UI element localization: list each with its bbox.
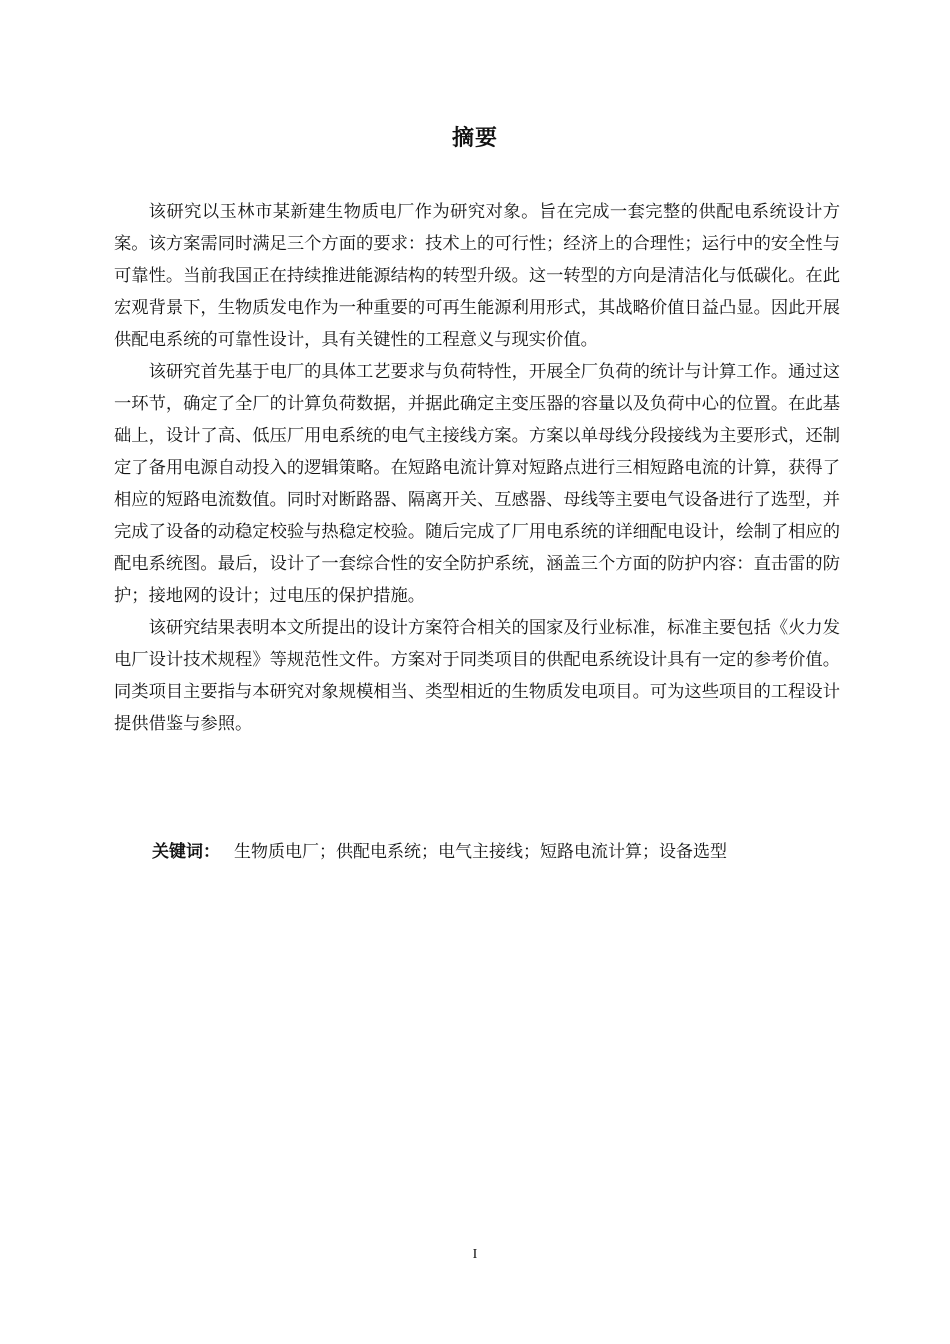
abstract-title: 摘要 (451, 126, 498, 151)
abstract-paragraph-3: 该研究结果表明本文所提出的设计方案符合相关的国家及行业标准，标准主要包括《火力发电厂设计技术规程》等规范性文件。方案对于同类项目的供配电系统设计具有一定的参考价值。同类项目主要指与本研究对象规模相当、类型相近的生物质发电项目。可为这些项目的工程设计提供借鉴与参照。 (114, 618, 840, 734)
keywords-value: 生物质电厂；供配电系统；电气主接线；短路电流计算；设备选型 (234, 842, 727, 862)
abstract-body (114, 196, 840, 740)
keywords-label: 关键词： (152, 842, 220, 862)
page-number: I (472, 1247, 478, 1262)
abstract-paragraph-2: 该研究首先基于电厂的具体工艺要求与负荷特性，开展全厂负荷的统计与计算工作。通过这一环节，确定了全厂的计算负荷数据，并据此确定主变压器的容量以及负荷中心的位置。在此基础上，设计了高、低压厂用电系统的电气主接线方案。方案以单母线分段接线为主要形式，还制定了备用电源自动投入的逻辑策略。在短路电流计算对短路点进行三相短路电流的计算，获得了相应的短路电流数值。同时对断路器、隔离开关、互感器、母线等主要电气设备进行了选型，并完成了设备的动稳定校验与热稳定校验。随后完成了厂用电系统的详细配电设计，绘制了相应的配电系统图。最后，设计了一套综合性的安全防护系统，涵盖三个方面的防护内容：直击雷的防护；接地网的设计；过电压的保护措施。 (114, 362, 840, 606)
keywords-line (152, 836, 852, 868)
abstract-paragraph-1: 该研究以玉林市某新建生物质电厂作为研究对象。旨在完成一套完整的供配电系统设计方案。该方案需同时满足三个方面的要求：技术上的可行性；经济上的合理性；运行中的安全性与可靠性。当前我国正在持续推进能源结构的转型升级。这一转型的方向是清洁化与低碳化。在此宏观背景下，生物质发电作为一种重要的可再生能源利用形式，其战略价值日益凸显。因此开展供配电系统的可靠性设计，具有关键性的工程意义与现实价值。 (114, 202, 840, 350)
